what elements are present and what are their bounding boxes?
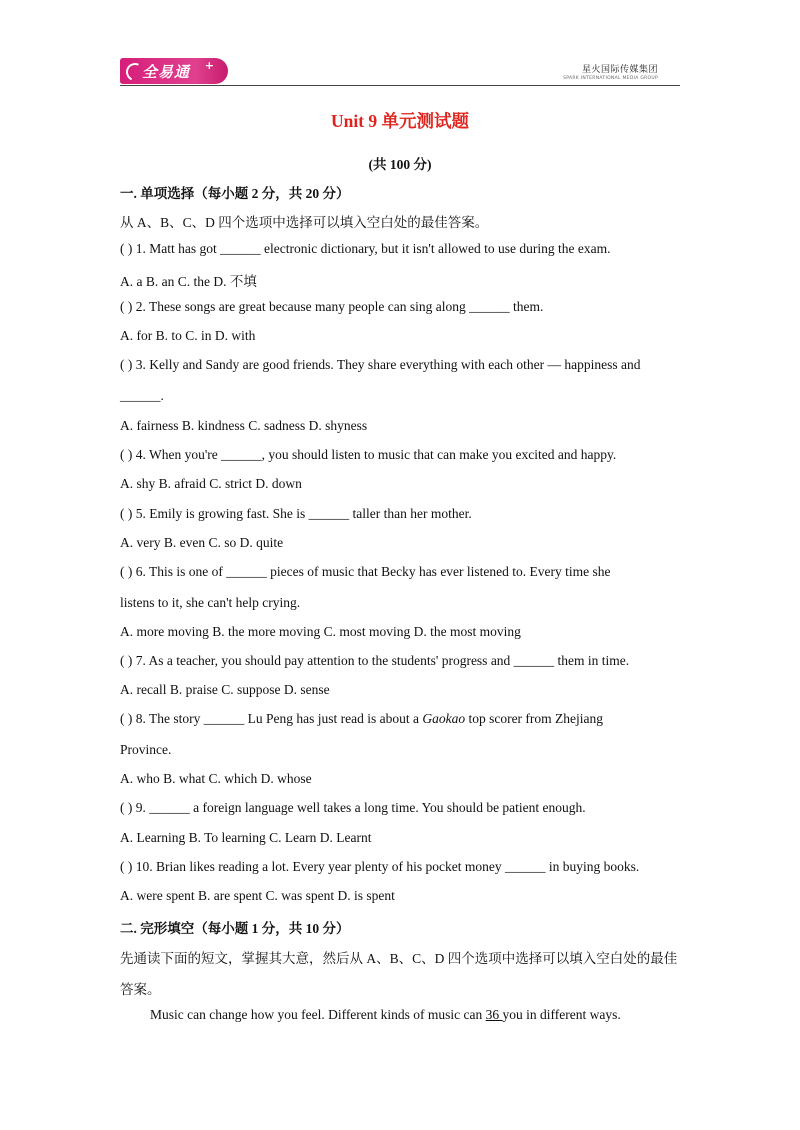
- options-2: A. for B. to C. in D. with: [120, 328, 256, 343]
- options-5: A. very B. even C. so D. quite: [120, 535, 284, 550]
- brand-logo: [120, 58, 228, 84]
- publisher-name: 星火国际传媒集团: [581, 65, 658, 75]
- question-3-cont: ______.: [120, 388, 164, 403]
- page-title: Unit 9 单元测试题: [330, 111, 470, 131]
- section1-instruction: 从 A、B、C、D 四个选项中选择可以填入空白处的最佳答案。: [120, 215, 489, 230]
- question-6-cont: listens to it, she can't help crying.: [120, 595, 301, 610]
- question-1: ( ) 1. Matt has got ______ electronic dictionary, but it isn't allowed to use during the exam.: [120, 241, 611, 256]
- section1-heading: 一. 单项选择（每小题 2 分，共 20 分）: [120, 186, 350, 201]
- question-9: ( ) 9. ______ a foreign language well takes a long time. You should be patient enough.: [120, 800, 586, 815]
- question-7: ( ) 7. As a teacher, you should pay attention to the students' progress and ______ them in time.: [120, 653, 630, 668]
- question-10: ( ) 10. Brian likes reading a lot. Every year plenty of his pocket money ______ in buying books.: [120, 859, 640, 874]
- logo-text: 全易通: [142, 62, 191, 81]
- section2-instruction-cont: 答案。: [120, 982, 161, 997]
- options-3: A. fairness B. kindness C. sadness D. shyness: [120, 418, 368, 433]
- blank-36: 36: [485, 1007, 503, 1022]
- options-1: A. a B. an C. the D. 不填: [120, 274, 257, 289]
- passage-part-b: you in different ways.: [502, 1007, 621, 1022]
- question-6: ( ) 6. This is one of ______ pieces of music that Becky has ever listened to. Every time she: [120, 564, 611, 579]
- options-7: A. recall B. praise C. suppose D. sense: [120, 682, 330, 697]
- section2-heading: 二. 完形填空（每小题 1 分，共 10 分）: [120, 921, 350, 936]
- section2-instruction: 先通读下面的短文，掌握其大意，然后从 A、B、C、D 四个选项中选择可以填入空白处的最佳: [120, 951, 678, 966]
- question-2: ( ) 2. These songs are great because many people can sing along ______ them.: [120, 299, 544, 314]
- question-8: [120, 711, 685, 727]
- options-4: A. shy B. afraid C. strict D. down: [120, 476, 302, 491]
- publisher-subtitle: SPARK INTERNATIONAL MEDIA GROUP: [563, 76, 658, 81]
- question-4: ( ) 4. When you're ______, you should listen to music that can make you excited and happy.: [120, 447, 617, 462]
- header-divider: [120, 85, 680, 86]
- options-10: A. were spent B. are spent C. was spent D. is spent: [120, 888, 395, 903]
- options-9: A. Learning B. To learning C. Learn D. Learnt: [120, 830, 372, 845]
- page-header: [120, 56, 680, 86]
- question-5: ( ) 5. Emily is growing fast. She is ______ taller than her mother.: [120, 506, 472, 521]
- options-8: A. who B. what C. which D. whose: [120, 771, 312, 786]
- question-8-part-b: top scorer from Zhejiang: [465, 711, 604, 726]
- publisher-brand: [563, 62, 658, 81]
- question-8-part-a: ( ) 8. The story ______ Lu Peng has just read is about a: [120, 711, 423, 726]
- question-8-cont: Province.: [120, 742, 172, 757]
- question-8-italic: Gaokao: [422, 711, 466, 726]
- question-3: ( ) 3. Kelly and Sandy are good friends. They share everything with each other — happiness and: [120, 357, 641, 372]
- passage-line: [150, 1007, 715, 1023]
- logo-plus: +: [204, 59, 214, 72]
- passage-part-a: Music can change how you feel. Different kinds of music can: [150, 1007, 486, 1022]
- total-score: (共 100 分): [368, 157, 432, 172]
- options-6: A. more moving B. the more moving C. most moving D. the most moving: [120, 624, 521, 639]
